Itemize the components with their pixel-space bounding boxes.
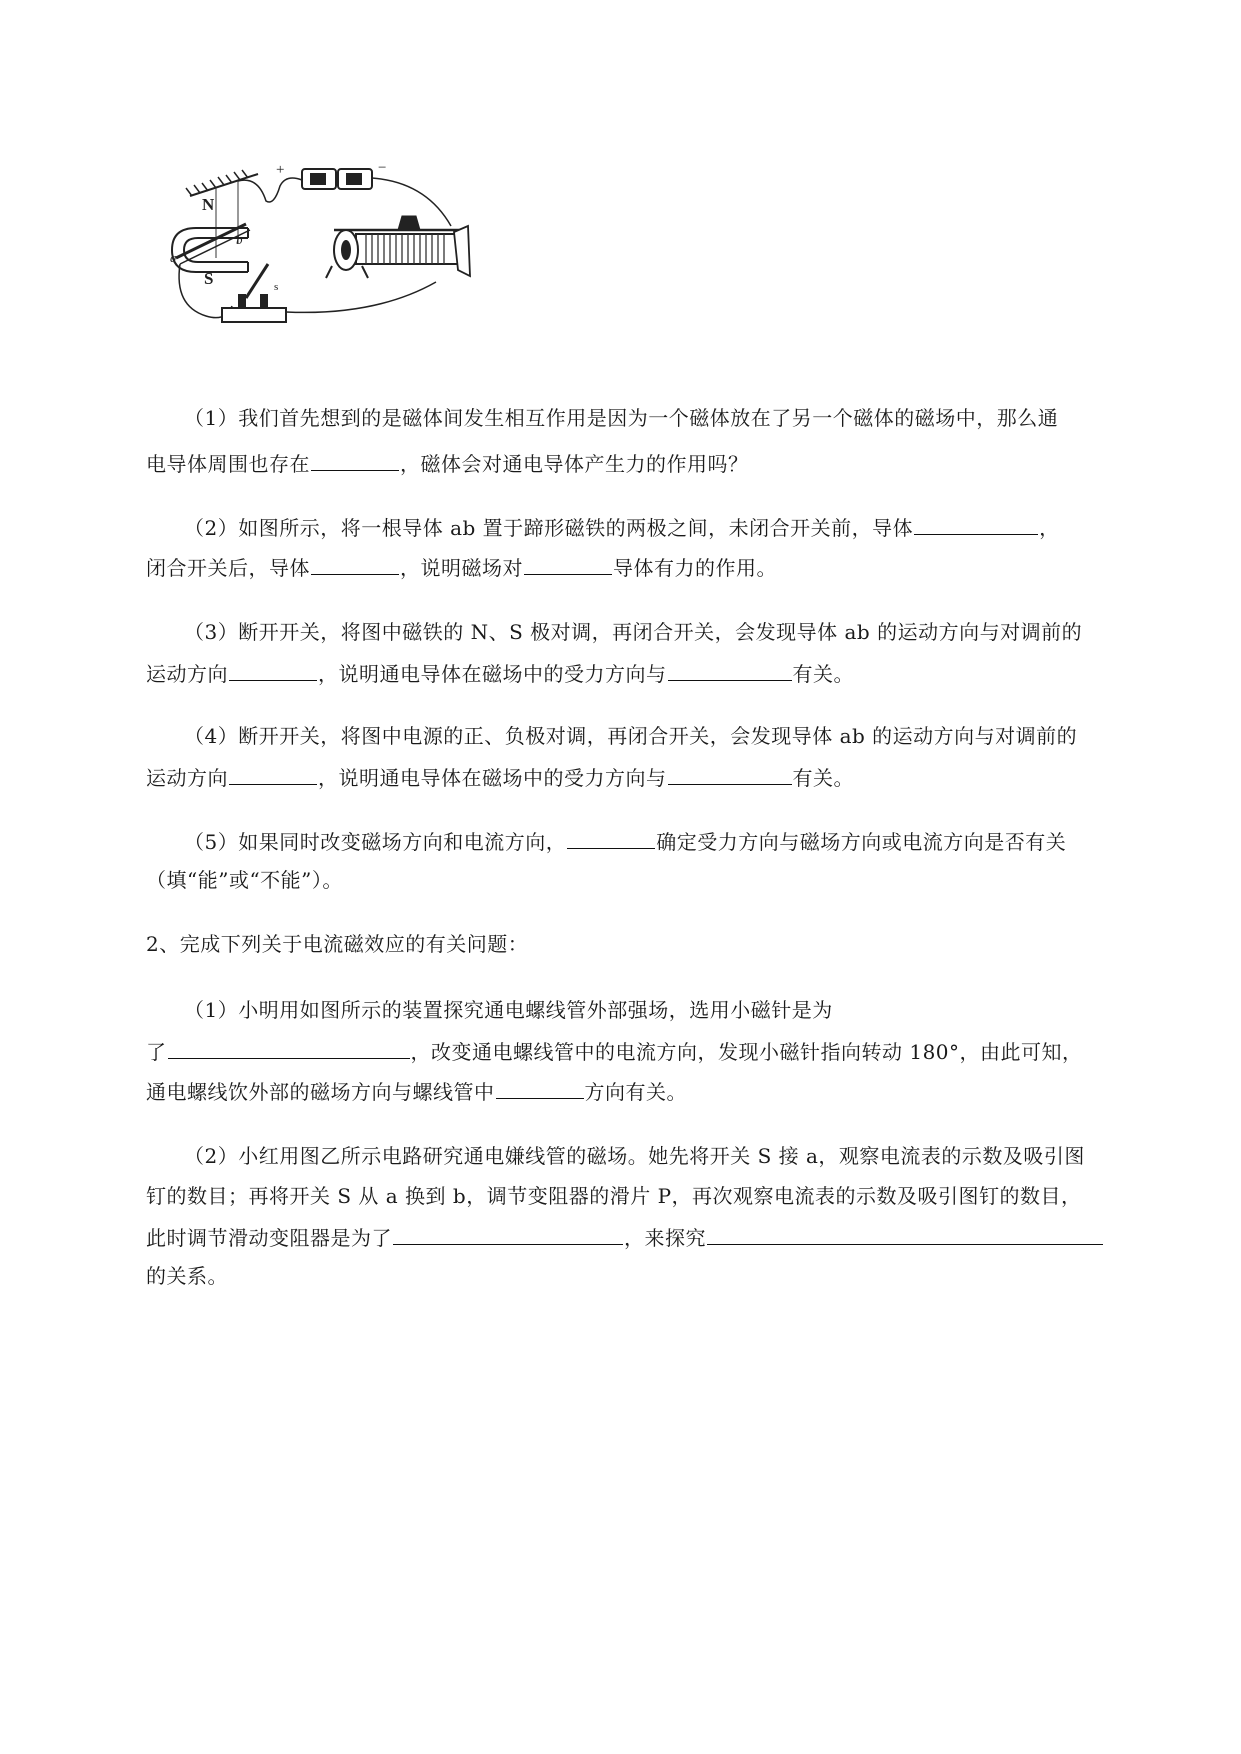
label-north: N xyxy=(202,195,215,214)
label-plus: + xyxy=(276,162,285,178)
text: 运动方向 xyxy=(146,662,228,686)
answer-blank[interactable] xyxy=(524,552,612,575)
q1-p5-line1 xyxy=(184,826,1066,856)
q1-p1-line1 xyxy=(184,404,1058,432)
q2-p1-line3 xyxy=(146,1076,687,1106)
answer-blank[interactable] xyxy=(393,1222,623,1245)
text: 导体有力的作用。 xyxy=(613,556,777,580)
text: （4）断开开关，将图中电源的正、负极对调，再闭合开关，会发现导体 ab 的运动方向与对调前的 xyxy=(184,724,1078,748)
answer-blank[interactable] xyxy=(229,658,317,681)
q2-p2-line3 xyxy=(146,1222,1104,1252)
text: ，说明磁场对 xyxy=(400,556,523,580)
q2-p1-line2 xyxy=(146,1036,1083,1066)
q1-p4-line1 xyxy=(184,722,1077,750)
q2-p2-line2 xyxy=(146,1182,1082,1210)
text: （3）断开开关，将图中磁铁的 N、S 极对调，再闭合开关，会发现导体 ab 的运动方向与对调前的 xyxy=(184,620,1083,644)
answer-blank[interactable] xyxy=(311,552,399,575)
text: 方向有关。 xyxy=(584,1080,687,1104)
text: （2）小红用图乙所示电路研究通电嫌线管的磁场。她先将开关 S 接 a，观察电流表的示数及吸引图 xyxy=(184,1144,1085,1168)
answer-blank[interactable] xyxy=(668,658,792,681)
q1-p2-line1 xyxy=(184,512,1060,542)
text: 此时调节滑动变阻器是为了 xyxy=(146,1226,392,1250)
text: 了 xyxy=(146,1040,167,1064)
text: （填“能”或“不能”）。 xyxy=(146,868,343,892)
answer-blank[interactable] xyxy=(496,1076,584,1099)
text: ，来探究 xyxy=(624,1226,706,1250)
label-switch: s xyxy=(274,281,279,293)
text: 电导体周围也存在 xyxy=(146,452,310,476)
text: 有关。 xyxy=(792,662,854,686)
answer-blank[interactable] xyxy=(567,826,655,849)
circuit-figure xyxy=(170,160,532,372)
q2-p1-line1 xyxy=(184,996,833,1024)
text: 闭合开关后，导体 xyxy=(146,556,310,580)
label-b: b xyxy=(236,232,243,247)
text: ，磁体会对通电导体产生力的作用吗？ xyxy=(400,452,749,476)
label-a: a xyxy=(170,250,177,265)
text: （1）小明用如图所示的装置探究通电螺线管外部强场，选用小磁针是为 xyxy=(184,998,833,1022)
q1-p5-line2 xyxy=(146,866,343,894)
q1-p3-line1 xyxy=(184,618,1082,646)
q2-heading xyxy=(146,930,528,958)
answer-blank[interactable] xyxy=(707,1222,1103,1245)
label-south: S xyxy=(204,269,214,288)
answer-blank[interactable] xyxy=(914,512,1038,535)
q1-p4-line2 xyxy=(146,762,854,792)
q2-p2-line1 xyxy=(184,1142,1085,1170)
text: ，说明通电导体在磁场中的受力方向与 xyxy=(318,766,667,790)
text: （1）我们首先想到的是磁体间发生相互作用是因为一个磁体放在了另一个磁体的磁场中，那么通 xyxy=(184,406,1059,430)
text: （2）如图所示，将一根导体 ab 置于蹄形磁铁的两极之间，未闭合开关前，导体 xyxy=(184,516,914,540)
text: 通电螺线饮外部的磁场方向与螺线管中 xyxy=(146,1080,495,1104)
text: 的关系。 xyxy=(146,1264,228,1288)
text: 钉的数目；再将开关 S 从 a 换到 b，调节变阻器的滑片 P，再次观察电流表的示数及吸引图钉的数目， xyxy=(146,1184,1082,1208)
q1-p2-line2 xyxy=(146,552,777,582)
text: ， xyxy=(1039,516,1060,540)
text: （5）如果同时改变磁场方向和电流方向， xyxy=(184,830,567,854)
q1-p1-line2 xyxy=(146,448,749,478)
answer-blank[interactable] xyxy=(668,762,792,785)
answer-blank[interactable] xyxy=(311,448,399,471)
q2-p2-line4 xyxy=(146,1262,228,1290)
text: 运动方向 xyxy=(146,766,228,790)
answer-blank[interactable] xyxy=(229,762,317,785)
label-minus: − xyxy=(378,160,387,176)
text: 2、完成下列关于电流磁效应的有关问题： xyxy=(146,932,529,956)
answer-blank[interactable] xyxy=(168,1036,410,1059)
text: 确定受力方向与磁场方向或电流方向是否有关 xyxy=(656,830,1067,854)
text: 有关。 xyxy=(792,766,854,790)
q1-p3-line2 xyxy=(146,658,854,688)
text: ，说明通电导体在磁场中的受力方向与 xyxy=(318,662,667,686)
text: ，改变通电螺线管中的电流方向，发现小磁针指向转动 180°，由此可知， xyxy=(410,1040,1083,1064)
